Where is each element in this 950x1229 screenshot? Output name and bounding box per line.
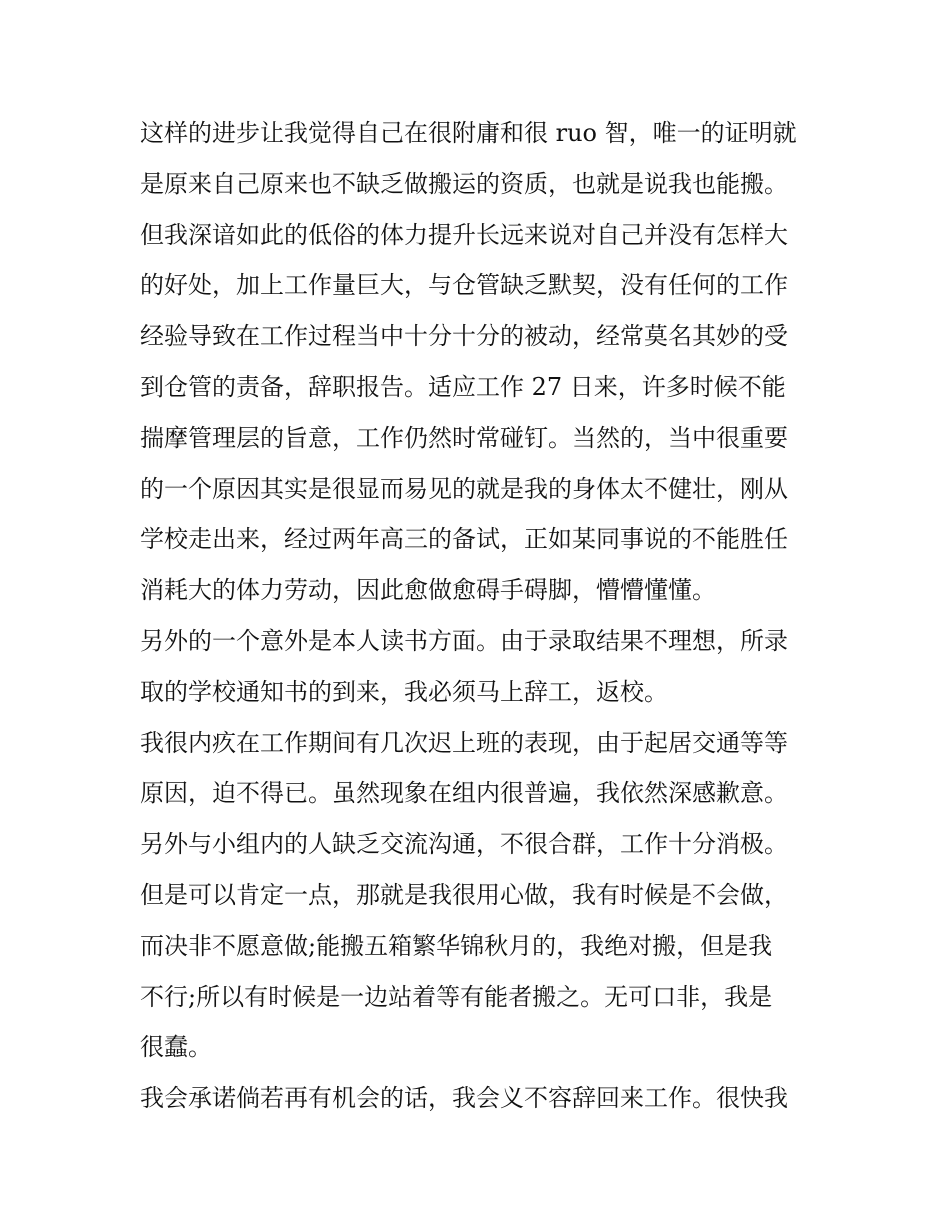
text-line: 但我深谙如此的低俗的体力提升长远来说对自己并没有怎样大 — [140, 220, 788, 249]
text-line: 另外与小组内的人缺乏交流沟通，不很合群，工作十分消极。 — [140, 830, 788, 859]
text-line: 另外的一个意外是本人读书方面。由于录取结果不理想，所录 — [140, 626, 788, 655]
text-line: 是原来自己原来也不缺乏做搬运的资质，也就是说我也能搬。 — [140, 169, 788, 198]
text-line: 我会承诺倘若再有机会的话，我会义不容辞回来工作。很快我 — [140, 1084, 788, 1113]
document-body — [140, 108, 820, 1124]
text-line: 揣摩管理层的旨意，工作仍然时常碰钉。当然的，当中很重要 — [140, 423, 788, 452]
text-line: 很蠢。 — [140, 1033, 212, 1062]
text-line: 到仓管的责备，辞职报告。适应工作 27 日来，许多时候不能 — [140, 372, 786, 401]
text-line: 取的学校通知书的到来，我必须马上辞工，返校。 — [140, 677, 668, 706]
text-line: 经验导致在工作过程当中十分十分的被动，经常莫名其妙的受 — [140, 322, 788, 351]
text-line: 原因，迫不得已。虽然现象在组内很普遍，我依然深感歉意。 — [140, 779, 788, 808]
text-line: 的好处，加上工作量巨大，与仓管缺乏默契，没有任何的工作 — [140, 271, 788, 300]
text-line: 这样的进步让我觉得自己在很附庸和很 ruo 智，唯一的证明就 — [140, 119, 797, 147]
text-line: 但是可以肯定一点，那就是我很用心做，我有时候是不会做， — [140, 880, 788, 909]
text-line: 学校走出来，经过两年高三的备试，正如某同事说的不能胜任 — [140, 525, 788, 554]
text-line: 而决非不愿意做;能搬五箱繁华锦秋月的，我绝对搬，但是我 — [140, 931, 773, 960]
text-line: 消耗大的体力劳动，因此愈做愈碍手碍脚，懵懵懂懂。 — [140, 576, 716, 605]
text-line: 我很内疚在工作期间有几次迟上班的表现，由于起居交通等等 — [140, 728, 788, 757]
text-line: 不行;所以有时候是一边站着等有能者搬之。无可口非，我是 — [140, 982, 773, 1011]
text-line: 的一个原因其实是很显而易见的就是我的身体太不健壮，刚从 — [140, 474, 788, 503]
